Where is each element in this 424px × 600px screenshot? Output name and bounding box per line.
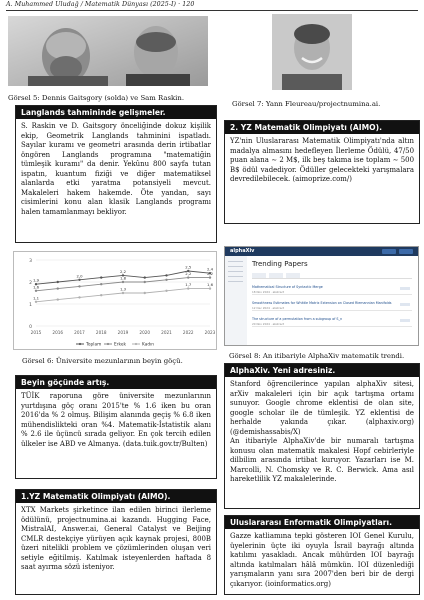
data-point [100,283,102,285]
paper-row [252,284,412,295]
data-point [209,287,211,289]
topbar-button [399,249,413,254]
data-label: 1,6 [206,282,214,288]
article-body: XTX Markets şirketince ilan edilen birinci ilerleme ödülünü, projectnumina.ai kazandı. Hugging Face, MistralAI, Answer.ai, General Catalyst ve Beijing CMLR destekçiye yürüyen açık kaynak projesi, 800B üzeri nitelikli problem ve çözümlerinden oluşan veri setiyle eğitilmiş. Katılmak isteyenlerden haftada 8 saat ayırma sözü isteniyor. [21,506,211,572]
alphaxiv-screenshot [224,246,419,346]
article-title: 1.YZ Matematik Olimpiyatı (AIMO). [16,490,216,503]
data-point [209,276,211,278]
data-point [165,274,167,276]
data-point [144,292,146,294]
app-logo: alphaXiv [230,248,255,254]
data-label: 1,3 [119,286,127,292]
trending-title: Trending Papers [252,260,308,268]
sidebar-line [228,266,243,267]
y-tick-label: 0 [29,325,32,330]
x-tick-label: 2019 [117,330,129,335]
data-point [144,276,146,278]
paper-title: Mathematical Structure of Syntactic Merge [252,285,323,289]
data-point [165,279,167,281]
data-label: 2,0 [76,273,83,279]
caption-figure-5: Görsel 5: Dennis Gaitsgory (solda) ve Sam Raskin. [8,94,185,102]
caption-figure-8: Görsel 8: An itibariyle AlphaXiv matematik trendi. [229,352,405,360]
legend-marker [135,343,137,345]
y-tick-label: 1 [29,303,32,308]
paper-meta: 20 Nov 2024 · abstract [252,321,285,326]
data-point [57,287,59,289]
article-title: Langlands tahmininde gelişmeler. [16,106,216,119]
data-point [78,296,80,298]
y-tick-label: 2 [29,281,32,286]
article-ioi [224,515,420,595]
data-point [122,292,124,294]
x-tick-label: 2016 [52,330,64,335]
paper-title: The structure of a permutation from a subgroup of S_n [252,317,343,321]
article-langlands [15,105,217,243]
paper-bar [400,287,410,290]
data-point [100,294,102,296]
data-label: 1,7 [185,282,192,288]
app-sidebar [225,256,247,345]
data-point [122,281,124,283]
article-title: 2. YZ Matematik Olimpiyatı (AIMO). [225,121,419,134]
legend-label: Toplam [86,342,102,348]
paper-bar [400,303,410,306]
data-point [35,290,37,292]
data-label: 1,6 [32,284,40,290]
data-point [78,279,80,281]
legend-marker [79,343,81,345]
data-label: 2,2 [119,268,127,274]
header-rule [6,10,418,11]
data-label: 1,1 [32,295,40,301]
article-body: S. Raskin ve D. Gaitsgory önceliğinde dokuz kişilik ekip, Geometrik Langlands tahminini ispatladı. Sayılar kuramı ve geometri arasında derin irtibatlar öngören Langlands programına "matematiğin tümleşik kuramı" da denir. Yekûnu 800 sayfa tutan ispatın, kuantum fiziği ve diğer matematiksel alanlarda etki yaratma potansiyeli mevcut. Makaleleri hakem hakemde. Öte yandan, sayı cisimlerini konu alan klasik Langlands programı halen tamamlanmayı bekliyor. [21,122,211,216]
article-aimo-1 [15,489,217,595]
data-point [57,298,59,300]
data-point [144,281,146,283]
portrait-pair-image [8,16,208,86]
article-title: AlphaXiv. Yeni adresiniz. [225,364,419,377]
sidebar-line [228,281,243,282]
photo-gaitsgory-raskin [8,16,208,86]
x-tick-label: 2018 [95,330,107,335]
data-point [35,301,37,303]
data-label: 2,5 [185,264,192,270]
article-title: Uluslararası Enformatik Olimpiyatları. [225,516,419,529]
paper-row [252,300,412,311]
sidebar-line [228,276,243,277]
caption-figure-7: Görsel 7: Yann Fleureau/projectnumina.ai. [232,100,381,108]
tab [252,273,266,278]
data-point [57,281,59,283]
article-body [230,380,414,485]
tab [286,273,300,278]
legend-label: Kadın [142,342,155,348]
brain-drain-chart [13,251,217,350]
topbar-button [382,249,396,254]
paper-meta: 18 Nov 2024 · abstract [252,289,285,294]
article-brain-drain [15,375,217,479]
data-point [187,287,189,289]
data-label: 2,4 [206,266,214,272]
app-topbar [225,247,418,256]
paper-row [252,316,412,327]
trending-tabs [252,273,412,279]
data-label: 2,2 [185,271,192,277]
article-paragraph: An itibariyle AlphaXiv'de bir numaralı tartışma konusu olan matematik makalesi Hopf cebirleriyle dilbilim arasında irtibat kuruyor. Yazarları ise M. Marcolli, N. Chomsky ve R. C. Berwick. Ama asıl hareketlilik YZ makalelerinde. [230,437,414,484]
article-body: YZ'nin Uluslararası Matematik Olimpiyatı'nda altın madalya almasını hedefleyen İlerleme Ödülü, 47/50 puan alana ∼ 2 M$, ilk beş takıma ise toplam ∼ 500 B$ ödül vadediyor. Ödüller gelecekteki yarışmalara devredilebilecek. (aimoprize.com/) [230,137,414,184]
article-title: Beyin göçünde artış. [16,376,216,389]
paper-title: Smoothness Estimates for Whittle Matrix Extension on Closed Riemannian Manifolds [252,301,392,305]
x-tick-label: 2023 [204,330,216,335]
tab [269,273,283,278]
article-alphaxiv [224,363,420,509]
data-point [165,290,167,292]
running-header: A. Muhammed Uludağ / Matematik Dünyası (2025-I) · 120 [6,1,195,8]
data-point [78,285,80,287]
data-label: 2,2 [206,271,214,277]
article-paragraph: Stanford öğrencilerince yapılan alphaXiv sitesi, arXiv makaleleri için bir açık tartışma ortamı sunuyor. Google chrome eklentisi de olan site, google scholar ile de tümleşik. YZ eklentisi de herhalde yakında çıkar. (alphaxiv.org) (@demishassabis/X) [230,380,414,436]
portrait-image [272,14,352,90]
data-label: 1,8 [119,275,127,281]
x-tick-label: 2020 [139,330,151,335]
paper-bar [400,319,410,322]
caption-figure-6: Görsel 6: Üniversite mezunlarının beyin göçü. [22,357,183,365]
legend-marker [107,343,109,345]
data-point [100,276,102,278]
data-point [187,276,189,278]
x-tick-label: 2021 [161,330,172,335]
article-aimo-2 [224,120,420,224]
paper-meta: 12 Dec 2024 · abstract [252,305,285,310]
sidebar-line [228,261,243,262]
x-tick-label: 2022 [182,330,194,335]
photo-yann-fleureau [272,14,352,90]
sidebar-line [228,271,243,272]
y-tick-label: 3 [29,259,32,264]
data-label: 1,9 [32,277,40,283]
chart-svg [14,252,218,351]
x-tick-label: 2017 [74,330,85,335]
legend-label: Erkek [114,342,126,348]
article-body: Gazze katliamına tepki gösteren IOI Genel Kurulu, üyelerinin üçte iki oyuyla İsrail bayrağı altında katılımı yasakladı. Ancak mühürden IOI bayrağı altında katılmaları hâlâ mümkün. IOI düzenlediği yarışmaların yanı sıra 2007'den beri bir de dergi çıkarıyor. (ioinformatics.org) [230,532,414,588]
x-tick-label: 2015 [30,330,42,335]
article-body: TÜİK raporuna göre üniversite mezunlarının yurtdışına göç oranı 2015'te % 1.6 iken bu oran 2016'da % 2 olmuş. Bilişim alanında geçiş % 6.8 iken mühendislikteki oran %4. Matematik-İstatistik alanı % 2.6 ile üçüncü sırada geliyor. En çok tercih edilen ülkeler ise ABD ve Almanya. (data.tuik.gov.tr/Bulten) [21,392,211,448]
app-main [252,260,412,345]
